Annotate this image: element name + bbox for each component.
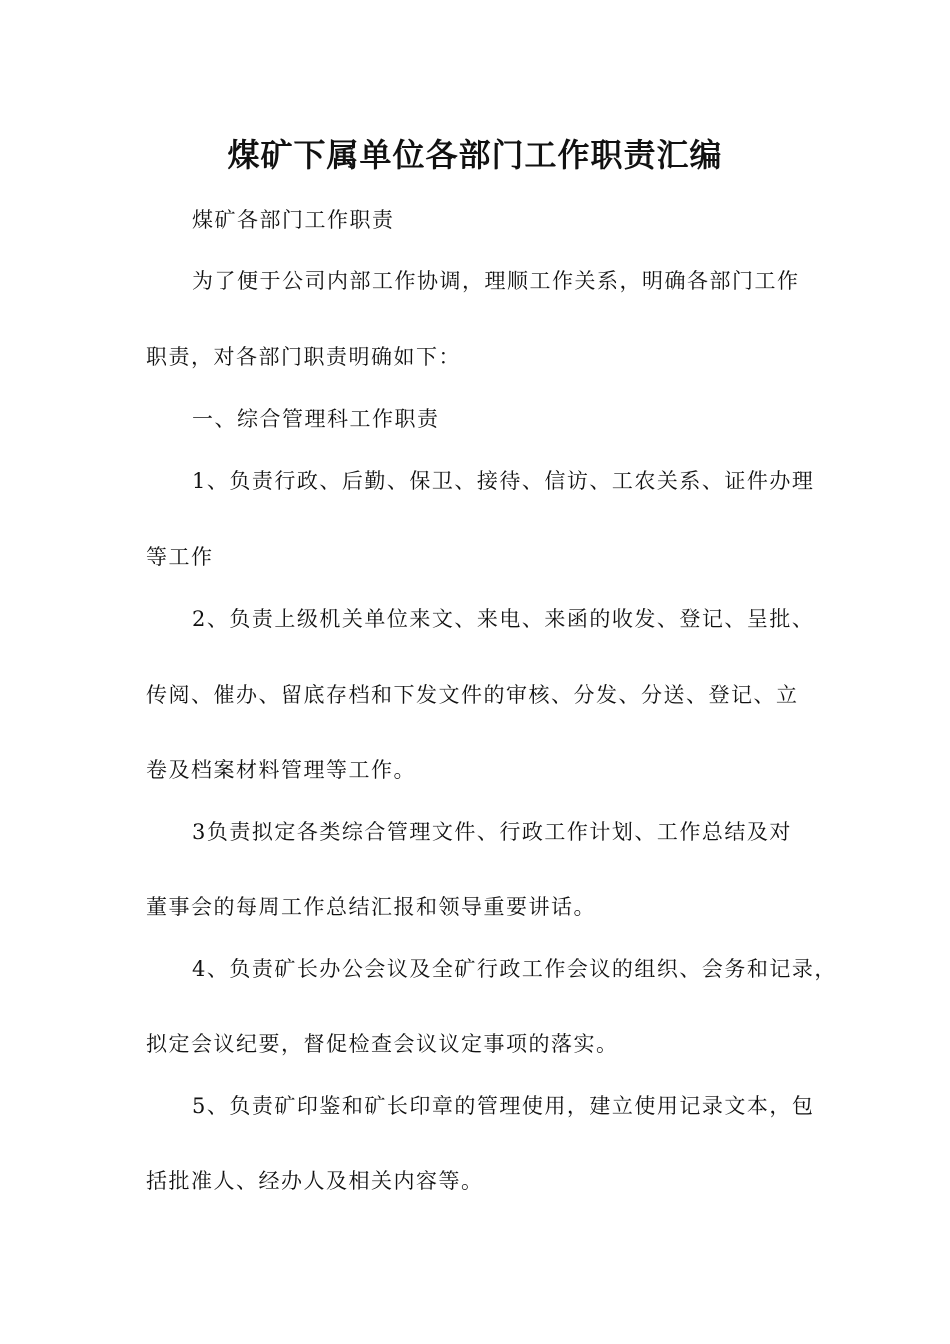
list-item-line: 3负责拟定各类综合管理文件、行政工作计划、工作总结及对 <box>192 820 792 844</box>
list-item-line: 等工作 <box>146 545 214 569</box>
list-item-line: 拟定会议纪要，督促检查会议议定事项的落实。 <box>146 1032 619 1056</box>
list-item-line: 董事会的每周工作总结汇报和领导重要讲话。 <box>146 895 596 919</box>
list-item-line: 括批准人、经办人及相关内容等。 <box>146 1169 484 1193</box>
list-item-line: 卷及档案材料管理等工作。 <box>146 758 416 782</box>
section-heading: 一、综合管理科工作职责 <box>192 407 440 431</box>
list-item-line: 1、负责行政、后勤、保卫、接待、信访、工农关系、证件办理 <box>192 469 815 493</box>
section-heading: 煤矿各部门工作职责 <box>192 208 395 232</box>
list-item-line: 2、负责上级机关单位来文、来电、来函的收发、登记、呈批、 <box>192 607 815 631</box>
list-item-line: 5、负责矿印鉴和矿长印章的管理使用，建立使用记录文本，包 <box>192 1094 815 1118</box>
list-item-line: 4、负责矿长办公会议及全矿行政工作会议的组织、会务和记录， <box>192 957 837 981</box>
document-title: 煤矿下属单位各部门工作职责汇编 <box>227 136 723 174</box>
paragraph-line: 为了便于公司内部工作协调，理顺工作关系，明确各部门工作 <box>192 269 800 293</box>
paragraph-line: 职责，对各部门职责明确如下： <box>146 345 461 369</box>
list-item-line: 传阅、催办、留底存档和下发文件的审核、分发、分送、登记、立 <box>146 683 799 707</box>
